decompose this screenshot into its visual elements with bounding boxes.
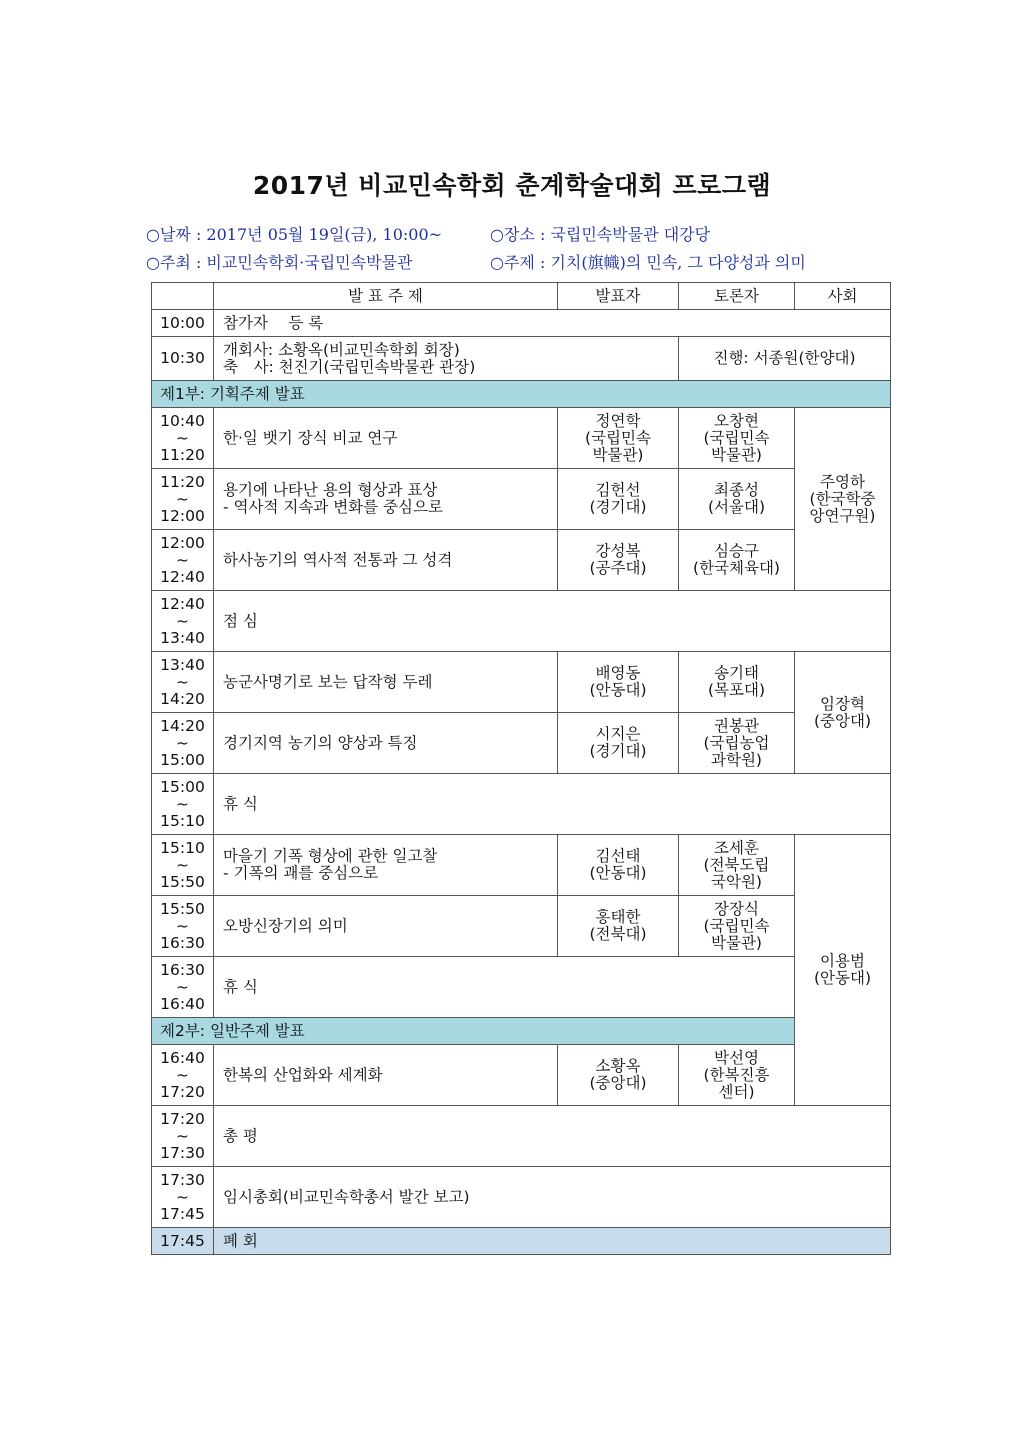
time-cell: 10:40 ~ 11:20 [152, 408, 214, 469]
topic-cell: 폐 회 [214, 1228, 891, 1255]
time-cell: 12:00 ~ 12:40 [152, 530, 214, 591]
topic-cell: 한복의 산업화와 세계화 [214, 1045, 558, 1106]
time-cell: 11:20 ~ 12:00 [152, 469, 214, 530]
time-cell: 14:20 ~ 15:00 [152, 713, 214, 774]
table-row [152, 591, 891, 652]
info-venue: ○장소 : 국립민속박물관 대강당 [490, 225, 711, 244]
table-row [152, 957, 891, 1018]
chair-cell: 이용범 (안동대) [795, 835, 891, 1106]
time-cell: 10:00 [152, 310, 214, 337]
topic-cell: 마을기 기폭 형상에 관한 일고찰 - 기폭의 괘를 중심으로 [214, 835, 558, 896]
table-row [152, 530, 891, 591]
table-row [152, 1106, 891, 1167]
table-row [152, 896, 891, 957]
discussant-cell: 오창현 (국립민속 박물관) [679, 408, 795, 469]
presenter-cell: 김선태 (안동대) [558, 835, 679, 896]
time-cell: 15:00 ~ 15:10 [152, 774, 214, 835]
table-row [152, 774, 891, 835]
opening-speech: 개회사: 소황옥(비교민속학회 회장) [223, 340, 460, 359]
chair-cell: 주영하 (한국학중 앙연구원) [795, 408, 891, 591]
table-row [152, 713, 891, 774]
table-row [152, 652, 891, 713]
table-row [152, 337, 891, 381]
info-date: ○날짜 : 2017년 05월 19일(금), 10:00~ [146, 225, 443, 244]
info-theme: ○주제 : 기치(旗幟)의 민속, 그 다양성과 의미 [490, 253, 806, 272]
table-row [152, 835, 891, 896]
header-row [152, 283, 891, 310]
topic-cell: 용기에 나타난 용의 형상과 표상 - 역사적 지속과 변화를 중심으로 [214, 469, 558, 530]
time-cell: 17:20 ~ 17:30 [152, 1106, 214, 1167]
topic-cell: 참가자 등 록 [214, 310, 891, 337]
topic-cell: 점 심 [214, 591, 891, 652]
discussant-cell: 권봉관 (국립농업 과학원) [679, 713, 795, 774]
time-cell: 10:30 [152, 337, 214, 381]
topic-cell: 오방신장기의 의미 [214, 896, 558, 957]
discussant-cell: 장장식 (국립민속 박물관) [679, 896, 795, 957]
presenter-cell: 홍태한 (전북대) [558, 896, 679, 957]
table-row [152, 1167, 891, 1228]
info-host: ○주최 : 비교민속학회·국립민속박물관 [146, 253, 413, 272]
topic-cell: 휴 식 [214, 957, 795, 1018]
time-cell: 13:40 ~ 14:20 [152, 652, 214, 713]
header-time [152, 283, 214, 310]
page-title: 2017년 비교민속학회 춘계학술대회 프로그램 [252, 171, 772, 200]
discussant-cell: 심승구 (한국체육대) [679, 530, 795, 591]
table-row [152, 310, 891, 337]
header-topic: 발 표 주 제 [214, 283, 558, 310]
congratulatory-speech: 축 사: 천진기(국립민속박물관 관장) [223, 357, 476, 376]
presenter-cell: 시지은 (경기대) [558, 713, 679, 774]
presenter-cell: 배영동 (안동대) [558, 652, 679, 713]
closing-row [152, 1228, 891, 1255]
header-presenter: 발표자 [558, 283, 679, 310]
section-row [152, 1018, 891, 1045]
table-row [152, 408, 891, 469]
discussant-cell: 최종성 (서울대) [679, 469, 795, 530]
table-row [152, 1045, 891, 1106]
presenter-cell: 정연학 (국립민속 박물관) [558, 408, 679, 469]
program-table [151, 282, 891, 1255]
presenter-cell: 김헌선 (경기대) [558, 469, 679, 530]
section-row [152, 381, 891, 408]
topic-cell: 임시총회(비교민속학총서 발간 보고) [214, 1167, 891, 1228]
discussant-cell: 박선영 (한복진흥 센터) [679, 1045, 795, 1106]
topic-cell: 총 평 [214, 1106, 891, 1167]
topic-cell: 농군사명기로 보는 답작형 두레 [214, 652, 558, 713]
discussant-cell: 조세훈 (전북도립 국악원) [679, 835, 795, 896]
time-cell: 16:40 ~ 17:20 [152, 1045, 214, 1106]
header-discussant: 토론자 [679, 283, 795, 310]
topic-cell: 휴 식 [214, 774, 891, 835]
time-cell: 17:45 [152, 1228, 214, 1255]
presenter-cell: 소황옥 (중앙대) [558, 1045, 679, 1106]
time-cell: 15:10 ~ 15:50 [152, 835, 214, 896]
topic-cell [214, 337, 679, 381]
topic-cell: 한·일 뱃기 장식 비교 연구 [214, 408, 558, 469]
section-label: 제2부: 일반주제 발표 [152, 1018, 795, 1045]
discussant-cell: 송기태 (목포대) [679, 652, 795, 713]
topic-cell: 경기지역 농기의 양상과 특징 [214, 713, 558, 774]
time-cell: 16:30 ~ 16:40 [152, 957, 214, 1018]
time-cell: 15:50 ~ 16:30 [152, 896, 214, 957]
section-label: 제1부: 기획주제 발표 [152, 381, 891, 408]
moderator-cell: 진행: 서종원(한양대) [679, 337, 891, 381]
topic-cell: 하사농기의 역사적 전통과 그 성격 [214, 530, 558, 591]
time-cell: 17:30 ~ 17:45 [152, 1167, 214, 1228]
presenter-cell: 강성복 (공주대) [558, 530, 679, 591]
chair-cell: 임장혁 (중앙대) [795, 652, 891, 774]
header-chair: 사회 [795, 283, 891, 310]
table-row [152, 469, 891, 530]
time-cell: 12:40 ~ 13:40 [152, 591, 214, 652]
